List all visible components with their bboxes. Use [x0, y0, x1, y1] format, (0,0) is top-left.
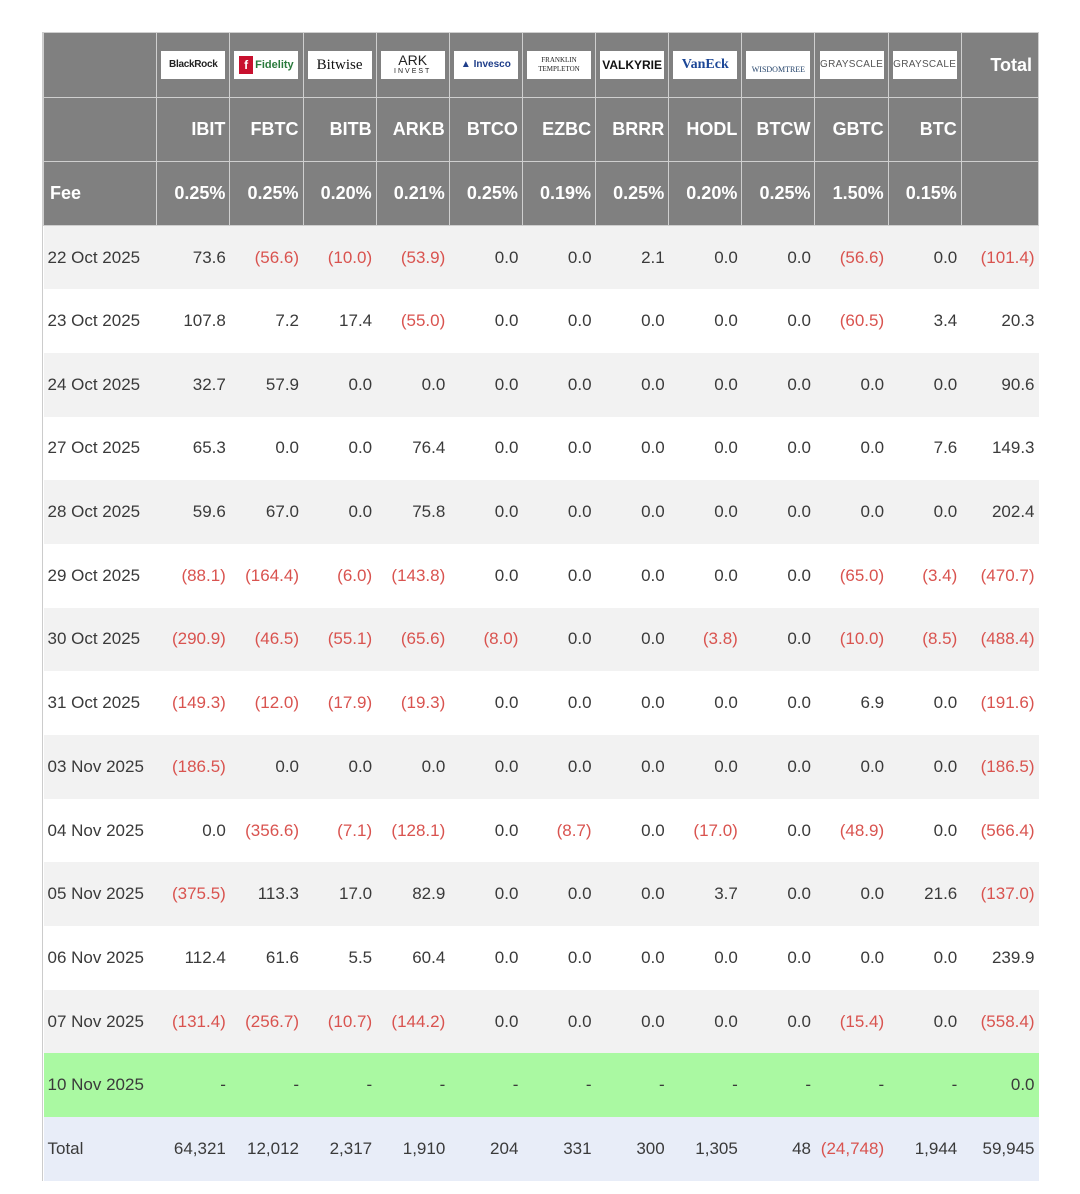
corner-cell	[44, 98, 157, 162]
flow-cell: 82.9	[376, 862, 449, 926]
flow-cell: 0.0	[669, 226, 742, 290]
flow-cell: 0.0	[376, 735, 449, 799]
fee-value: 0.19%	[522, 162, 595, 226]
flow-cell: (128.1)	[376, 799, 449, 863]
table-row	[44, 926, 1039, 990]
grayscale-logo: GRAYSCALE	[893, 51, 957, 79]
flow-cell: 0.0	[449, 735, 522, 799]
flow-cell: 21.6	[888, 862, 961, 926]
blackrock-logo: BlackRock	[161, 51, 225, 79]
table-row	[44, 1053, 1039, 1117]
total-flow-cell: 300	[596, 1117, 669, 1181]
flow-cell: 112.4	[157, 926, 230, 990]
flow-cell: 17.0	[303, 862, 376, 926]
fee-value: 0.25%	[596, 162, 669, 226]
total-flow-cell: 48	[742, 1117, 815, 1181]
fee-value-blank	[961, 162, 1038, 226]
flow-cell: 67.0	[230, 480, 303, 544]
date-cell: 24 Oct 2025	[44, 353, 157, 417]
fidelity-logo-text: Fidelity	[255, 59, 294, 71]
row-total-cell: 20.3	[961, 289, 1038, 353]
flow-cell: 0.0	[596, 417, 669, 481]
flow-cell: 107.8	[157, 289, 230, 353]
row-total-cell: 239.9	[961, 926, 1038, 990]
invesco-mark-icon: ▲	[460, 59, 471, 70]
flow-cell: (186.5)	[157, 735, 230, 799]
bitwise-logo: Bitwise	[308, 51, 372, 79]
flow-cell: 0.0	[596, 353, 669, 417]
flow-cell: (131.4)	[157, 990, 230, 1054]
ticker-header: ARKB	[376, 98, 449, 162]
total-flow-cell: (24,748)	[815, 1117, 888, 1181]
date-cell: 30 Oct 2025	[44, 608, 157, 672]
flow-cell: 0.0	[303, 353, 376, 417]
total-flow-cell: 331	[522, 1117, 595, 1181]
flow-cell: 0.0	[596, 990, 669, 1054]
flow-cell: 0.0	[449, 926, 522, 990]
fee-value: 0.15%	[888, 162, 961, 226]
flow-cell: -	[596, 1053, 669, 1117]
issuer-logo-cell	[376, 33, 449, 98]
ark-logo-text: ARK	[398, 52, 428, 68]
fee-value: 0.20%	[669, 162, 742, 226]
fee-value: 0.20%	[303, 162, 376, 226]
fee-value: 0.25%	[230, 162, 303, 226]
flow-cell: -	[815, 1053, 888, 1117]
fee-value: 0.25%	[742, 162, 815, 226]
flow-cell: 0.0	[669, 353, 742, 417]
table-row	[44, 480, 1039, 544]
flow-cell: (55.1)	[303, 608, 376, 672]
issuer-logo-cell	[303, 33, 376, 98]
fee-value: 1.50%	[815, 162, 888, 226]
total-flow-cell: 1,910	[376, 1117, 449, 1181]
table-body	[44, 226, 1039, 1181]
row-total-cell: 0.0	[961, 1053, 1038, 1117]
flow-cell: 0.0	[815, 417, 888, 481]
flow-cell: 0.0	[669, 735, 742, 799]
flow-cell: 0.0	[888, 926, 961, 990]
row-total-cell: 202.4	[961, 480, 1038, 544]
flow-cell: 60.4	[376, 926, 449, 990]
issuer-logo-cell	[230, 33, 303, 98]
grand-total-cell: 59,945	[961, 1117, 1038, 1181]
flow-cell: 59.6	[157, 480, 230, 544]
flow-cell: 0.0	[888, 990, 961, 1054]
fidelity-mark-icon: f	[239, 56, 253, 74]
flow-cell: 0.0	[449, 544, 522, 608]
flow-cell: -	[303, 1053, 376, 1117]
franklin-templeton-logo: FRANKLIN TEMPLETON	[527, 51, 591, 79]
row-total-cell: (470.7)	[961, 544, 1038, 608]
flow-cell: (65.6)	[376, 608, 449, 672]
flow-cell: 5.5	[303, 926, 376, 990]
ticker-row	[44, 98, 1039, 162]
ticker-header: BRRR	[596, 98, 669, 162]
flow-cell: (144.2)	[376, 990, 449, 1054]
flow-cell: 0.0	[522, 608, 595, 672]
flow-cell: 0.0	[522, 544, 595, 608]
flow-cell: 0.0	[669, 544, 742, 608]
flow-cell: 0.0	[449, 671, 522, 735]
flow-cell: (143.8)	[376, 544, 449, 608]
flow-cell: 0.0	[596, 671, 669, 735]
invesco-logo	[454, 51, 518, 79]
flow-cell: 3.7	[669, 862, 742, 926]
row-total-cell: (566.4)	[961, 799, 1038, 863]
totals-label: Total	[44, 1117, 157, 1181]
row-total-cell: (186.5)	[961, 735, 1038, 799]
flow-cell: (10.0)	[815, 608, 888, 672]
flow-cell: (8.7)	[522, 799, 595, 863]
corner-cell	[44, 33, 157, 98]
flow-cell: 0.0	[815, 353, 888, 417]
flow-cell: 6.9	[815, 671, 888, 735]
flow-cell: 0.0	[742, 799, 815, 863]
flow-cell: (10.7)	[303, 990, 376, 1054]
flow-cell: 0.0	[522, 735, 595, 799]
flow-cell: (149.3)	[157, 671, 230, 735]
valkyrie-logo: VALKYRIE	[600, 51, 664, 79]
flow-cell: (8.0)	[449, 608, 522, 672]
table-row	[44, 544, 1039, 608]
row-total-cell: (137.0)	[961, 862, 1038, 926]
flow-cell: 0.0	[449, 990, 522, 1054]
row-total-cell: (558.4)	[961, 990, 1038, 1054]
flow-cell: 0.0	[596, 926, 669, 990]
table-row	[44, 289, 1039, 353]
flow-cell: 0.0	[157, 799, 230, 863]
bitcoin-etf-flow-table	[43, 32, 1039, 1181]
date-cell: 07 Nov 2025	[44, 990, 157, 1054]
flow-cell: 0.0	[522, 353, 595, 417]
flow-cell: 0.0	[669, 671, 742, 735]
flow-cell: 0.0	[815, 862, 888, 926]
flow-cell: 0.0	[230, 735, 303, 799]
flow-cell: 32.7	[157, 353, 230, 417]
flow-cell: 0.0	[596, 544, 669, 608]
flow-cell: 0.0	[449, 353, 522, 417]
flow-cell: 61.6	[230, 926, 303, 990]
date-cell: 22 Oct 2025	[44, 226, 157, 290]
flow-cell: -	[742, 1053, 815, 1117]
row-total-cell: 149.3	[961, 417, 1038, 481]
ticker-header: BTC	[888, 98, 961, 162]
flow-cell: 3.4	[888, 289, 961, 353]
flow-cell: 0.0	[669, 289, 742, 353]
table-row	[44, 862, 1039, 926]
flow-cell: 0.0	[596, 735, 669, 799]
issuer-logo-cell	[157, 33, 230, 98]
issuer-logo-cell	[669, 33, 742, 98]
issuer-logo-cell	[742, 33, 815, 98]
flow-cell: 0.0	[742, 480, 815, 544]
flow-cell: 0.0	[669, 990, 742, 1054]
flow-cell: (8.5)	[888, 608, 961, 672]
grayscale-logo: GRAYSCALE	[820, 51, 884, 79]
flow-cell: 0.0	[742, 608, 815, 672]
flow-cell: 0.0	[522, 671, 595, 735]
flow-cell: 0.0	[449, 226, 522, 290]
flow-cell: 0.0	[742, 353, 815, 417]
flow-cell: 57.9	[230, 353, 303, 417]
flow-cell: 0.0	[742, 226, 815, 290]
total-flow-cell: 1,944	[888, 1117, 961, 1181]
flow-cell: 7.6	[888, 417, 961, 481]
flow-cell: 0.0	[742, 926, 815, 990]
flow-cell: (356.6)	[230, 799, 303, 863]
fee-row	[44, 162, 1039, 226]
date-cell: 06 Nov 2025	[44, 926, 157, 990]
row-total-cell: (488.4)	[961, 608, 1038, 672]
ark-logo-subtext: INVEST	[394, 68, 432, 75]
flow-cell: 0.0	[596, 862, 669, 926]
flow-cell: (17.0)	[669, 799, 742, 863]
flow-cell: 0.0	[742, 289, 815, 353]
flow-cell: 0.0	[522, 289, 595, 353]
flow-cell: 0.0	[303, 480, 376, 544]
flow-cell: 0.0	[522, 226, 595, 290]
row-total-cell: 90.6	[961, 353, 1038, 417]
flow-cell: 0.0	[522, 926, 595, 990]
fee-value: 0.25%	[449, 162, 522, 226]
flow-cell: 0.0	[888, 671, 961, 735]
date-cell: 23 Oct 2025	[44, 289, 157, 353]
flow-cell: 0.0	[742, 990, 815, 1054]
table-row	[44, 226, 1039, 290]
flow-cell: 7.2	[230, 289, 303, 353]
flow-cell: 0.0	[669, 480, 742, 544]
fidelity-logo	[234, 51, 298, 79]
date-cell: 27 Oct 2025	[44, 417, 157, 481]
flow-cell: (46.5)	[230, 608, 303, 672]
flow-cell: (3.4)	[888, 544, 961, 608]
flow-cell: 0.0	[669, 417, 742, 481]
table-row	[44, 990, 1039, 1054]
flow-cell: 75.8	[376, 480, 449, 544]
flow-cell: (12.0)	[230, 671, 303, 735]
flow-cell: 0.0	[449, 480, 522, 544]
flow-cell: 0.0	[449, 289, 522, 353]
flow-cell: (88.1)	[157, 544, 230, 608]
flow-cell: -	[449, 1053, 522, 1117]
ticker-header: FBTC	[230, 98, 303, 162]
date-cell: 28 Oct 2025	[44, 480, 157, 544]
ticker-header: BITB	[303, 98, 376, 162]
flow-cell: 73.6	[157, 226, 230, 290]
flow-cell: 0.0	[888, 353, 961, 417]
flow-cell: 0.0	[596, 799, 669, 863]
date-cell: 31 Oct 2025	[44, 671, 157, 735]
ark-invest-logo	[381, 51, 445, 79]
flow-cell: 0.0	[303, 417, 376, 481]
flow-cell: (256.7)	[230, 990, 303, 1054]
flow-cell: 0.0	[522, 417, 595, 481]
ticker-header-blank	[961, 98, 1038, 162]
date-cell: 29 Oct 2025	[44, 544, 157, 608]
flow-cell: 0.0	[742, 735, 815, 799]
total-flow-cell: 1,305	[669, 1117, 742, 1181]
flow-cell: (53.9)	[376, 226, 449, 290]
flow-cell: 2.1	[596, 226, 669, 290]
flow-cell: 0.0	[449, 799, 522, 863]
flow-cell: (60.5)	[815, 289, 888, 353]
issuer-logo-cell	[522, 33, 595, 98]
invesco-logo-text: Invesco	[473, 59, 511, 70]
flow-cell: (55.0)	[376, 289, 449, 353]
fee-value: 0.25%	[157, 162, 230, 226]
flow-cell: 0.0	[669, 926, 742, 990]
flow-cell: -	[669, 1053, 742, 1117]
flow-cell: 0.0	[815, 735, 888, 799]
flow-cell: -	[376, 1053, 449, 1117]
flow-cell: 0.0	[815, 480, 888, 544]
date-cell: 03 Nov 2025	[44, 735, 157, 799]
row-total-cell: (191.6)	[961, 671, 1038, 735]
total-column-header: Total	[961, 33, 1038, 98]
flow-cell: 0.0	[815, 926, 888, 990]
flow-cell: (3.8)	[669, 608, 742, 672]
table-row	[44, 353, 1039, 417]
flow-cell: (375.5)	[157, 862, 230, 926]
wisdomtree-logo: WISDOMTREE	[746, 51, 810, 79]
issuer-logo-cell	[596, 33, 669, 98]
fee-label: Fee	[44, 162, 157, 226]
flow-cell: 0.0	[522, 480, 595, 544]
ticker-header: BTCO	[449, 98, 522, 162]
date-cell: 10 Nov 2025	[44, 1053, 157, 1117]
ticker-header: EZBC	[522, 98, 595, 162]
row-total-cell: (101.4)	[961, 226, 1038, 290]
flow-cell: (6.0)	[303, 544, 376, 608]
flow-cell: -	[230, 1053, 303, 1117]
ticker-header: BTCW	[742, 98, 815, 162]
flow-cell: 0.0	[230, 417, 303, 481]
issuer-logo-cell	[815, 33, 888, 98]
flow-cell: 0.0	[742, 544, 815, 608]
ticker-header: GBTC	[815, 98, 888, 162]
flow-cell: 0.0	[888, 799, 961, 863]
flow-cell: 0.0	[449, 862, 522, 926]
flow-cell: (164.4)	[230, 544, 303, 608]
flow-cell: 0.0	[888, 480, 961, 544]
flow-cell: (56.6)	[815, 226, 888, 290]
table-row	[44, 799, 1039, 863]
date-cell: 05 Nov 2025	[44, 862, 157, 926]
flow-cell: 0.0	[449, 417, 522, 481]
flow-cell: 0.0	[742, 417, 815, 481]
flow-cell: -	[522, 1053, 595, 1117]
total-flow-cell: 204	[449, 1117, 522, 1181]
ticker-header: IBIT	[157, 98, 230, 162]
issuer-logo-row	[44, 33, 1039, 98]
flow-cell: (15.4)	[815, 990, 888, 1054]
flow-cell: 0.0	[888, 226, 961, 290]
total-flow-cell: 12,012	[230, 1117, 303, 1181]
flow-cell: (290.9)	[157, 608, 230, 672]
flow-cell: -	[888, 1053, 961, 1117]
totals-row	[44, 1117, 1039, 1181]
date-cell: 04 Nov 2025	[44, 799, 157, 863]
ticker-header: HODL	[669, 98, 742, 162]
etf-flow-table-container	[42, 32, 1038, 1181]
flow-cell: 0.0	[888, 735, 961, 799]
flow-cell: (10.0)	[303, 226, 376, 290]
vaneck-logo: VanEck	[673, 51, 737, 79]
flow-cell: (65.0)	[815, 544, 888, 608]
flow-cell: 17.4	[303, 289, 376, 353]
flow-cell: 0.0	[522, 990, 595, 1054]
flow-cell: 76.4	[376, 417, 449, 481]
table-row	[44, 671, 1039, 735]
flow-cell: 65.3	[157, 417, 230, 481]
flow-cell: (19.3)	[376, 671, 449, 735]
issuer-logo-cell	[888, 33, 961, 98]
flow-cell: (56.6)	[230, 226, 303, 290]
flow-cell: 0.0	[596, 608, 669, 672]
flow-cell: 113.3	[230, 862, 303, 926]
flow-cell: (48.9)	[815, 799, 888, 863]
total-flow-cell: 64,321	[157, 1117, 230, 1181]
flow-cell: (17.9)	[303, 671, 376, 735]
flow-cell: -	[157, 1053, 230, 1117]
flow-cell: 0.0	[742, 862, 815, 926]
fee-value: 0.21%	[376, 162, 449, 226]
table-row	[44, 735, 1039, 799]
flow-cell: 0.0	[303, 735, 376, 799]
flow-cell: 0.0	[596, 289, 669, 353]
total-flow-cell: 2,317	[303, 1117, 376, 1181]
flow-cell: 0.0	[742, 671, 815, 735]
table-row	[44, 417, 1039, 481]
issuer-logo-cell	[449, 33, 522, 98]
flow-cell: (7.1)	[303, 799, 376, 863]
table-row	[44, 608, 1039, 672]
flow-cell: 0.0	[596, 480, 669, 544]
flow-cell: 0.0	[522, 862, 595, 926]
flow-cell: 0.0	[376, 353, 449, 417]
